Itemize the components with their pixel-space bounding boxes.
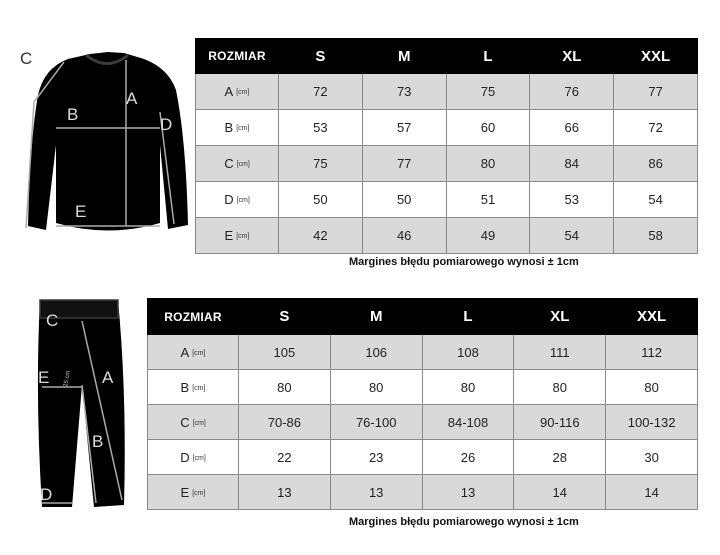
row-label: D [cm] <box>148 440 239 475</box>
table-row <box>196 182 698 218</box>
table-cell: 70-86 <box>239 405 331 440</box>
pants-label-b: B <box>92 432 104 451</box>
table-cell: 51 <box>446 182 530 218</box>
header-size-l: L <box>422 299 514 335</box>
table-row <box>148 440 698 475</box>
table-cell: 30 <box>606 440 698 475</box>
table-cell: 13 <box>239 475 331 510</box>
pants-label-d: D <box>40 485 53 504</box>
table-cell: 86 <box>614 146 698 182</box>
table-row <box>196 218 698 254</box>
figure-label-e: E <box>75 202 87 221</box>
table-cell: 66 <box>530 110 614 146</box>
header-size-m: M <box>330 299 422 335</box>
header-size-xl: XL <box>514 299 606 335</box>
pants-figure <box>30 295 135 515</box>
table-cell: 73 <box>362 74 446 110</box>
table-header-row <box>148 299 698 335</box>
table-cell: 105 <box>239 335 331 370</box>
table-cell: 75 <box>279 146 363 182</box>
table-cell: 100-132 <box>606 405 698 440</box>
table-row <box>148 405 698 440</box>
figure-label-b: B <box>67 105 79 124</box>
table-cell: 54 <box>530 218 614 254</box>
table-row <box>148 370 698 405</box>
table-cell: 76 <box>530 74 614 110</box>
table-cell: 80 <box>446 146 530 182</box>
pants-shape <box>38 300 125 507</box>
row-label: D [cm] <box>196 182 279 218</box>
table-cell: 22 <box>239 440 331 475</box>
table-header-row <box>196 39 698 74</box>
table-cell: 42 <box>279 218 363 254</box>
figure-label-a: A <box>126 89 138 108</box>
table-cell: 77 <box>614 74 698 110</box>
table-cell: 112 <box>606 335 698 370</box>
table-cell: 90-116 <box>514 405 606 440</box>
pants-label-c: C <box>46 311 59 330</box>
table-cell: 77 <box>362 146 446 182</box>
table-cell: 111 <box>514 335 606 370</box>
table-cell: 80 <box>606 370 698 405</box>
row-label: A [cm] <box>148 335 239 370</box>
table-cell: 13 <box>422 475 514 510</box>
header-size-xxl: XXL <box>614 39 698 74</box>
figure-label-d: D <box>160 115 173 134</box>
pants-label-a: A <box>102 368 114 387</box>
pants-side-note: 15 cm <box>63 370 72 388</box>
header-rozmiar: ROZMIAR <box>196 39 279 74</box>
table-cell: 49 <box>446 218 530 254</box>
table-cell: 26 <box>422 440 514 475</box>
header-size-xl: XL <box>530 39 614 74</box>
header-size-s: S <box>279 39 363 74</box>
pants-label-e: E <box>38 368 50 387</box>
measurement-error-note: Margines błędu pomiarowego wynosi ± 1cm <box>349 256 579 268</box>
table-cell: 84-108 <box>422 405 514 440</box>
row-label: E [cm] <box>196 218 279 254</box>
table-row <box>148 475 698 510</box>
pants-size-table <box>147 298 698 510</box>
header-rozmiar: ROZMIAR <box>148 299 239 335</box>
table-cell: 80 <box>514 370 606 405</box>
table-cell: 50 <box>279 182 363 218</box>
header-size-m: M <box>362 39 446 74</box>
table-cell: 108 <box>422 335 514 370</box>
table-cell: 58 <box>614 218 698 254</box>
table-cell: 80 <box>422 370 514 405</box>
table-cell: 14 <box>514 475 606 510</box>
table-row <box>148 335 698 370</box>
row-label: C [cm] <box>196 146 279 182</box>
table-cell: 106 <box>330 335 422 370</box>
table-cell: 50 <box>362 182 446 218</box>
header-size-s: S <box>239 299 331 335</box>
table-cell: 53 <box>530 182 614 218</box>
table-cell: 54 <box>614 182 698 218</box>
table-cell: 76-100 <box>330 405 422 440</box>
table-cell: 80 <box>239 370 331 405</box>
table-cell: 75 <box>446 74 530 110</box>
table-row <box>196 146 698 182</box>
header-size-l: L <box>446 39 530 74</box>
row-label: C [cm] <box>148 405 239 440</box>
table-row <box>196 74 698 110</box>
measurement-error-note: Margines błędu pomiarowego wynosi ± 1cm <box>349 516 579 528</box>
row-label: B [cm] <box>148 370 239 405</box>
row-label: B [cm] <box>196 110 279 146</box>
table-cell: 46 <box>362 218 446 254</box>
row-label: A [cm] <box>196 74 279 110</box>
table-cell: 28 <box>514 440 606 475</box>
table-cell: 72 <box>614 110 698 146</box>
sweatshirt-size-table <box>195 38 698 254</box>
table-cell: 57 <box>362 110 446 146</box>
table-cell: 23 <box>330 440 422 475</box>
table-cell: 14 <box>606 475 698 510</box>
table-row <box>196 110 698 146</box>
sweatshirt-figure <box>10 40 195 240</box>
table-cell: 84 <box>530 146 614 182</box>
table-cell: 60 <box>446 110 530 146</box>
figure-label-c: C <box>20 49 33 68</box>
table-cell: 53 <box>279 110 363 146</box>
header-size-xxl: XXL <box>606 299 698 335</box>
table-cell: 72 <box>279 74 363 110</box>
table-cell: 13 <box>330 475 422 510</box>
row-label: E [cm] <box>148 475 239 510</box>
table-cell: 80 <box>330 370 422 405</box>
